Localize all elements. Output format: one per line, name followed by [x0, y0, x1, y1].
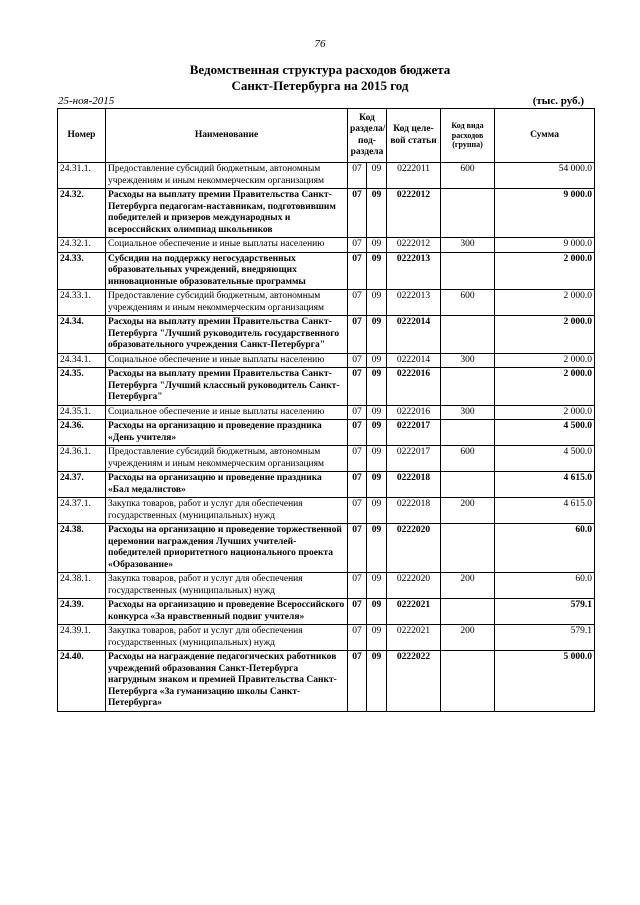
table-row [58, 238, 595, 253]
units-label: (тыс. руб.) [532, 95, 584, 107]
table-row [58, 573, 595, 599]
table-row [58, 368, 595, 406]
table-row [58, 498, 595, 524]
table-row [58, 405, 595, 420]
row-amount: 2 000.0 [495, 368, 595, 406]
row-name: Субсидии на поддержку негосударственных образовательных учреждений, внедряющих инновационные образовательные программы [106, 252, 348, 290]
col-header-number: Номер [58, 109, 106, 163]
row-amount: 4 500.0 [495, 420, 595, 446]
table-row [58, 472, 595, 498]
row-target-code: 0222011 [387, 163, 441, 189]
row-subsection: 09 [367, 625, 387, 651]
row-name: Закупка товаров, работ и услуг для обеспечения государственных (муниципальных) нужд [106, 625, 348, 651]
row-section: 07 [348, 163, 367, 189]
row-section: 07 [348, 651, 367, 712]
row-subsection: 09 [367, 189, 387, 238]
row-section: 07 [348, 446, 367, 472]
row-subsection: 09 [367, 446, 387, 472]
row-target-code: 0222021 [387, 625, 441, 651]
row-amount: 579.1 [495, 599, 595, 625]
row-expense-type: 300 [441, 405, 495, 420]
row-number: 24.31.1. [58, 163, 106, 189]
row-target-code: 0222013 [387, 290, 441, 316]
row-subsection: 09 [367, 420, 387, 446]
page-number: 76 [314, 38, 326, 50]
row-section: 07 [348, 405, 367, 420]
row-expense-type: 200 [441, 573, 495, 599]
row-expense-type: 600 [441, 163, 495, 189]
row-number: 24.33. [58, 252, 106, 290]
row-subsection: 09 [367, 368, 387, 406]
row-amount: 54 000.0 [495, 163, 595, 189]
row-expense-type [441, 524, 495, 573]
row-subsection: 09 [367, 599, 387, 625]
row-amount: 60.0 [495, 573, 595, 599]
row-section: 07 [348, 524, 367, 573]
table-row [58, 252, 595, 290]
row-name: Расходы на выплату премии Правительства Санкт-Петербурга "Лучший классный руководитель Санкт-Петербурга" [106, 368, 348, 406]
row-number: 24.34.1. [58, 353, 106, 368]
row-amount: 2 000.0 [495, 290, 595, 316]
row-expense-type [441, 252, 495, 290]
row-expense-type [441, 599, 495, 625]
row-amount: 60.0 [495, 524, 595, 573]
row-number: 24.33.1. [58, 290, 106, 316]
row-section: 07 [348, 420, 367, 446]
row-section: 07 [348, 238, 367, 253]
col-header-amount: Сумма [495, 109, 595, 163]
row-expense-type [441, 420, 495, 446]
table-row [58, 446, 595, 472]
row-name: Расходы на организацию и проведение праздника «День учителя» [106, 420, 348, 446]
row-target-code: 0222012 [387, 238, 441, 253]
row-target-code: 0222020 [387, 524, 441, 573]
row-target-code: 0222016 [387, 368, 441, 406]
row-amount: 4 615.0 [495, 472, 595, 498]
row-expense-type: 600 [441, 290, 495, 316]
row-amount: 9 000.0 [495, 189, 595, 238]
row-section: 07 [348, 316, 367, 354]
row-section: 07 [348, 599, 367, 625]
row-name: Социальное обеспечение и иные выплаты населению [106, 353, 348, 368]
row-target-code: 0222018 [387, 498, 441, 524]
table-row [58, 316, 595, 354]
row-expense-type [441, 316, 495, 354]
row-expense-type: 200 [441, 498, 495, 524]
row-name: Расходы на организацию и проведение праздника «Бал медалистов» [106, 472, 348, 498]
row-number: 24.36.1. [58, 446, 106, 472]
row-number: 24.38. [58, 524, 106, 573]
row-target-code: 0222021 [387, 599, 441, 625]
row-expense-type [441, 189, 495, 238]
row-amount: 2 000.0 [495, 353, 595, 368]
col-header-target: Код целе-вой статьи [387, 109, 441, 163]
row-section: 07 [348, 353, 367, 368]
row-subsection: 09 [367, 472, 387, 498]
row-number: 24.36. [58, 420, 106, 446]
col-header-name: Наименование [106, 109, 348, 163]
row-target-code: 0222018 [387, 472, 441, 498]
table-row [58, 189, 595, 238]
row-section: 07 [348, 290, 367, 316]
table-row [58, 625, 595, 651]
row-section: 07 [348, 573, 367, 599]
row-expense-type: 300 [441, 238, 495, 253]
row-number: 24.39.1. [58, 625, 106, 651]
row-subsection: 09 [367, 290, 387, 316]
table-row [58, 290, 595, 316]
document-date: 25-ноя-2015 [58, 95, 115, 107]
row-subsection: 09 [367, 524, 387, 573]
row-subsection: 09 [367, 651, 387, 712]
row-number: 24.37.1. [58, 498, 106, 524]
row-subsection: 09 [367, 316, 387, 354]
table-row [58, 420, 595, 446]
row-number: 24.32.1. [58, 238, 106, 253]
row-expense-type: 300 [441, 353, 495, 368]
row-target-code: 0222017 [387, 446, 441, 472]
row-amount: 579.1 [495, 625, 595, 651]
row-target-code: 0222013 [387, 252, 441, 290]
row-amount: 5 000.0 [495, 651, 595, 712]
row-subsection: 09 [367, 238, 387, 253]
row-target-code: 0222016 [387, 405, 441, 420]
table-row [58, 163, 595, 189]
table-row [58, 524, 595, 573]
row-name: Закупка товаров, работ и услуг для обеспечения государственных (муниципальных) нужд [106, 498, 348, 524]
row-section: 07 [348, 368, 367, 406]
row-amount: 2 000.0 [495, 316, 595, 354]
page-title [0, 62, 640, 94]
row-name: Предоставление субсидий бюджетным, автономным учреждениям и иным некоммерческим организациям [106, 446, 348, 472]
row-section: 07 [348, 472, 367, 498]
row-expense-type [441, 368, 495, 406]
table-row [58, 599, 595, 625]
row-amount: 4 615.0 [495, 498, 595, 524]
table-row [58, 651, 595, 712]
row-number: 24.37. [58, 472, 106, 498]
budget-table [57, 108, 595, 712]
row-name: Предоставление субсидий бюджетным, автономным учреждениям и иным некоммерческим организациям [106, 163, 348, 189]
row-subsection: 09 [367, 405, 387, 420]
row-subsection: 09 [367, 353, 387, 368]
row-number: 24.34. [58, 316, 106, 354]
row-name: Социальное обеспечение и иные выплаты населению [106, 405, 348, 420]
row-name: Социальное обеспечение и иные выплаты населению [106, 238, 348, 253]
table-row [58, 353, 595, 368]
row-subsection: 09 [367, 498, 387, 524]
row-section: 07 [348, 498, 367, 524]
row-subsection: 09 [367, 163, 387, 189]
row-name: Предоставление субсидий бюджетным, автономным учреждениям и иным некоммерческим организациям [106, 290, 348, 316]
row-target-code: 0222022 [387, 651, 441, 712]
row-name: Расходы на выплату премии Правительства Санкт-Петербурга педагогам-наставникам, подготовившим победителей и призеров международных и всероссийских олимпиад школьников [106, 189, 348, 238]
col-header-section: Код раздела/ под-раздела [348, 109, 387, 163]
row-number: 24.32. [58, 189, 106, 238]
row-target-code: 0222017 [387, 420, 441, 446]
row-expense-type [441, 651, 495, 712]
row-number: 24.40. [58, 651, 106, 712]
row-amount: 4 500.0 [495, 446, 595, 472]
row-subsection: 09 [367, 252, 387, 290]
row-number: 24.39. [58, 599, 106, 625]
col-header-expense-type: Код вида расходов (группа) [441, 109, 495, 163]
table-header-row [58, 109, 595, 163]
title-line-1: Ведомственная структура расходов бюджета [189, 62, 451, 77]
row-target-code: 0222020 [387, 573, 441, 599]
row-amount: 2 000.0 [495, 252, 595, 290]
row-expense-type: 200 [441, 625, 495, 651]
row-expense-type [441, 472, 495, 498]
row-target-code: 0222014 [387, 353, 441, 368]
row-name: Расходы на выплату премии Правительства Санкт-Петербурга "Лучший руководитель государственного образовательного учреждения Санкт-Петербурга" [106, 316, 348, 354]
row-subsection: 09 [367, 573, 387, 599]
row-section: 07 [348, 625, 367, 651]
row-number: 24.35. [58, 368, 106, 406]
row-name: Расходы на награждение педагогических работников учреждений образования Санкт-Петербурга нагрудным знаком и премией Правительства Санкт-Петербурга «За гуманизацию школы Санкт-Петербурга» [106, 651, 348, 712]
row-number: 24.38.1. [58, 573, 106, 599]
row-section: 07 [348, 189, 367, 238]
row-expense-type: 600 [441, 446, 495, 472]
row-target-code: 0222012 [387, 189, 441, 238]
row-amount: 2 000.0 [495, 405, 595, 420]
row-amount: 9 000.0 [495, 238, 595, 253]
row-name: Расходы на организацию и проведение Всероссийского конкурса «За нравственный подвиг учителя» [106, 599, 348, 625]
row-target-code: 0222014 [387, 316, 441, 354]
row-name: Закупка товаров, работ и услуг для обеспечения государственных (муниципальных) нужд [106, 573, 348, 599]
row-name: Расходы на организацию и проведение торжественной церемонии награждения Лучших учителей-победителей приоритетного национального проекта «Образование» [106, 524, 348, 573]
row-section: 07 [348, 252, 367, 290]
row-number: 24.35.1. [58, 405, 106, 420]
title-line-2: Санкт-Петербурга на 2015 год [231, 78, 409, 93]
